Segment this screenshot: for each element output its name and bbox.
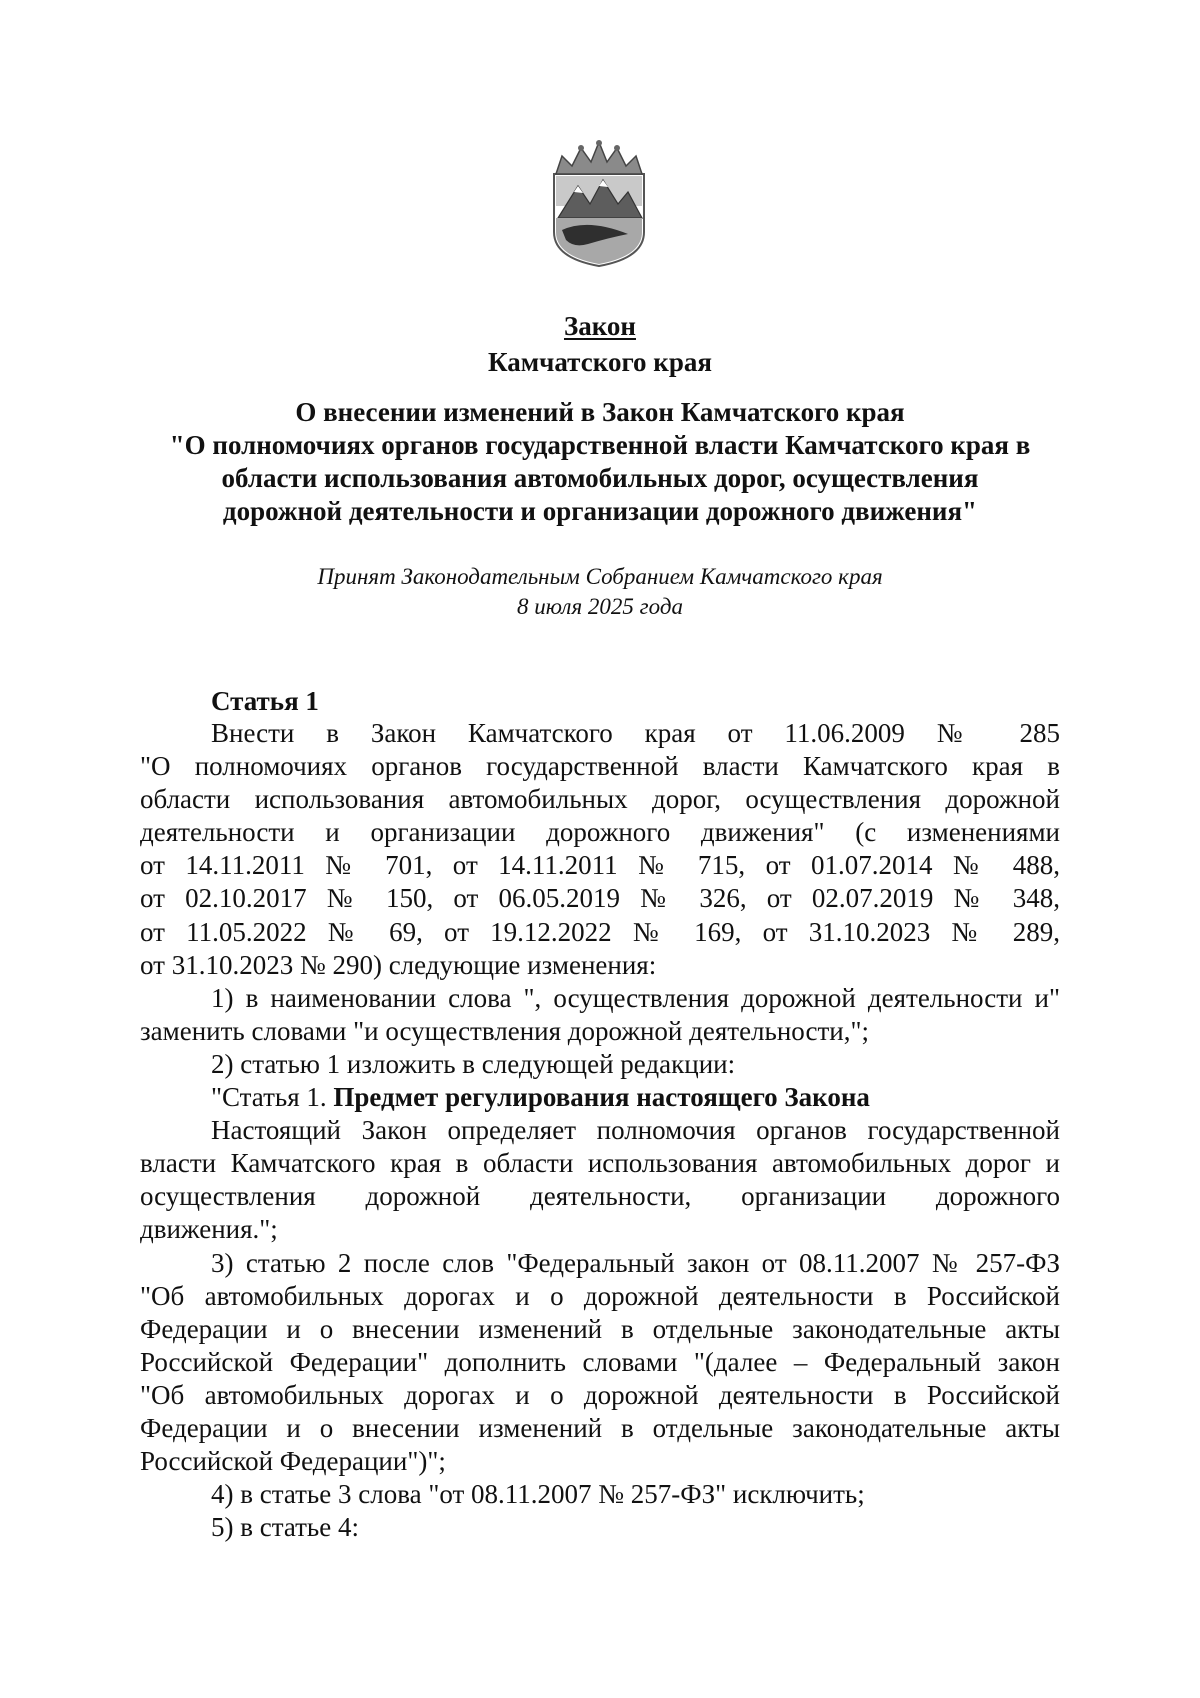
text-line: "Об автомобильных дорогах и о дорожной деятельности в Российской [140, 1379, 1060, 1410]
text-line: 3) статью 2 после слов "Федеральный закон от 08.11.2007 № 257-ФЗ [211, 1247, 1060, 1278]
item-4 [140, 1478, 1060, 1511]
intro-paragraph [140, 717, 1060, 982]
text-line: "Об автомобильных дорогах и о дорожной деятельности в Российской [140, 1280, 1060, 1311]
article-1-heading: Статья 1 [211, 686, 319, 716]
text-line: от 31.10.2023 № 290) следующие изменения: [140, 949, 657, 980]
item-2 [140, 1048, 1060, 1081]
text-line: 2) статью 1 изложить в следующей редакции: [211, 1048, 736, 1079]
adoption-line-1: Принят Законодательным Собранием Камчатского края [317, 564, 883, 589]
text-line: Российской Федерации")"; [140, 1446, 446, 1477]
text-line: Федерации и о внесении изменений в отдельные законодательные акты [140, 1412, 1060, 1443]
text-line: деятельности и организации дорожного движения" (с изменениями [140, 817, 1060, 848]
text-line: заменить словами "и осуществления дорожной деятельности,"; [140, 1015, 869, 1046]
text-line: "О полномочиях органов государственной власти Камчатского края в [140, 751, 1060, 782]
quoted-article-body [140, 1114, 1060, 1246]
item-5 [140, 1511, 1060, 1544]
text-line: Федерации и о внесении изменений в отдельные законодательные акты [140, 1313, 1060, 1344]
item-3 [140, 1247, 1060, 1479]
text-line: осуществления дорожной деятельности, организации дорожного [140, 1181, 1060, 1212]
item-1 [140, 982, 1060, 1048]
text-line: 1) в наименовании слова ", осуществления дорожной деятельности и" [211, 982, 1060, 1013]
quoted-article-prefix: "Статья 1. [211, 1082, 334, 1113]
adoption-date: 8 июля 2025 года [517, 594, 683, 619]
title-line-2: "О полномочиях органов государственной власти Камчатского края в [169, 430, 1031, 460]
text-line [140, 1081, 1060, 1114]
title-line-3: области использования автомобильных дорог, осуществления [221, 463, 979, 493]
text-line: власти Камчатского края в области использования автомобильных дорог и [140, 1148, 1060, 1179]
quoted-article-title: Предмет регулирования настоящего Закона [333, 1082, 870, 1113]
text-line: Настоящий Закон определяет полномочия органов государственной [211, 1115, 1060, 1146]
law-title [140, 396, 1060, 528]
title-line-4: дорожной деятельности и организации дорожного движения" [222, 496, 978, 526]
text-line: от 14.11.2011 № 701, от 14.11.2011 № 715, от 01.07.2014 № 488, [140, 850, 1060, 881]
law-label: Закон [563, 311, 636, 341]
text-line: 5) в статье 4: [211, 1512, 359, 1543]
text-line: от 11.05.2022 № 69, от 19.12.2022 № 169, от 31.10.2023 № 289, [140, 916, 1060, 947]
title-line-1: О внесении изменений в Закон Камчатского края [295, 397, 905, 427]
text-line: 4) в статье 3 слова "от 08.11.2007 № 257-ФЗ" исключить; [211, 1479, 865, 1510]
law-header [150, 308, 1050, 380]
adoption-note [150, 562, 1050, 622]
text-line: Российской Федерации" дополнить словами "(далее – Федеральный закон [140, 1346, 1060, 1377]
kamchatka-coat-of-arms-icon [548, 140, 650, 268]
text-line: области использования автомобильных дорог, осуществления дорожной [140, 784, 1060, 815]
text-line: от 02.10.2017 № 150, от 06.05.2019 № 326, от 02.07.2019 № 348, [140, 883, 1060, 914]
article-1-body [140, 717, 1060, 1544]
region-name: Камчатского края [488, 347, 712, 377]
quoted-article-heading [140, 1081, 1060, 1114]
text-line: движения."; [140, 1214, 278, 1245]
text-line: Внести в Закон Камчатского края от 11.06.2009 № 285 [211, 718, 1060, 748]
